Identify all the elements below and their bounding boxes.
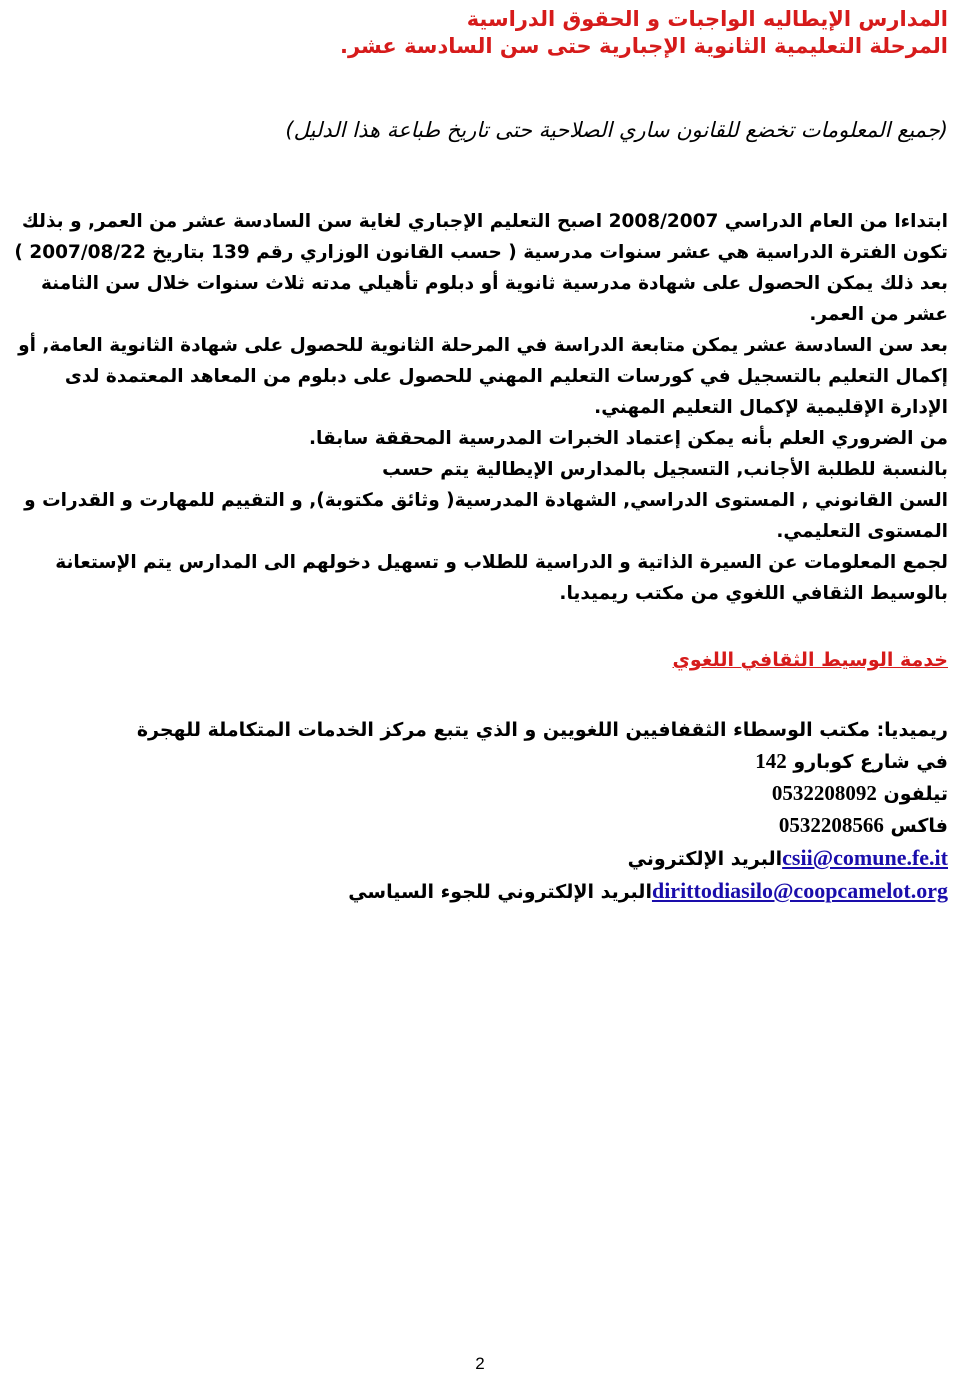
address-label: في شارع كوبارو [793, 751, 948, 773]
phone-label: تيلفون [883, 783, 948, 805]
title-line-1: المدارس الإيطاليه الواجبات و الحقوق الدراسية [466, 7, 948, 31]
paragraph-enrollment-criteria: السن القانوني , المستوى الدراسي, الشهادة المدرسية( وثائق مكتوبة), و التقييم للمهارت و القدرات و المستوى التعليمي. [24, 490, 948, 542]
paragraph-after-sixteen: بعد سن السادسة عشر يمكن متابعة الدراسة في المرحلة الثانوية للحصول على شهادة الثانوية العامة, أو إكمال التعليم بالتسجيل في كورسات التعليم المهني للحصول على دبلوم من المعاهد المعتمدة لدى الإدارة الإقليمية لإكمال التعليم المهني. [18, 335, 948, 418]
document-title [6, 6, 948, 60]
address-number: 142 [755, 749, 787, 773]
fax-line [6, 810, 948, 842]
disclaimer-note: (جميع المعلومات تخضع للقانون ساري الصلاحية حتى تاريخ طباعة هذا الدليل) [285, 118, 948, 142]
service-title: خدمة الوسيط الثقافي اللغوي [672, 649, 948, 671]
phone-line [6, 778, 948, 810]
page-number: 2 [475, 1354, 485, 1373]
phone-number: 0532208092 [771, 781, 877, 805]
fax-label: فاكس [890, 815, 948, 837]
asylum-email-line [6, 875, 948, 908]
paragraph-cultural-mediator: لجمع المعلومات عن السيرة الذاتية و الدراسية للطلاب و تسهيل دخولهم الى المدارس يتم الإستعانة بالوسيط الثقافي اللغوي من مكتب ريميديا. [55, 552, 948, 604]
paragraph-foreign-students: بالنسبة للطلبة الأجانب, التسجيل بالمدارس الإيطالية يتم حسب [382, 459, 948, 480]
fax-number: 0532208566 [778, 813, 884, 837]
address-line [6, 746, 948, 778]
email-line [6, 842, 948, 875]
email-link[interactable]: csii@comune.fe.it [782, 845, 948, 870]
email-label: البريد الإلكتروني [627, 848, 783, 870]
asylum-email-label: البريد الإلكتروني للجوء السياسي [348, 881, 652, 903]
asylum-email-link[interactable]: dirittodiasilo@coopcamelot.org [651, 878, 948, 903]
title-line-2: المرحلة التعليمية الثانوية الإجبارية حتى سن السادسة عشر. [340, 34, 948, 58]
paragraph-compulsory-education: ابتداءا من العام الدراسي 2008/2007 اصبح التعليم الإجباري لغاية سن السادسة عشر من العمر, و بذلك تكون الفترة الدراسية هي عشر سنوات مدرسية ( حسب القانون الوزاري رقم 139 بتاريخ 2007/08/22 ) بعد ذلك يمكن الحصول على شهادة مدرسية ثانوية أو دبلوم تأهيلي مدته ثلاث سنوات خلال سن الثامنة عشر من العمر. [14, 211, 948, 325]
contact-block [6, 715, 948, 908]
document-page [6, 0, 948, 908]
paragraph-prior-experience: من الضروري العلم بأنه يمكن إعتماد الخبرات المدرسية المحققة سابقا. [308, 428, 948, 449]
office-description: ريميديا: مكتب الوسطاء الثقفافيين اللغويين و الذي يتبع مركز الخدمات المتكاملة للهجرة [136, 719, 948, 741]
body-text [6, 206, 948, 609]
